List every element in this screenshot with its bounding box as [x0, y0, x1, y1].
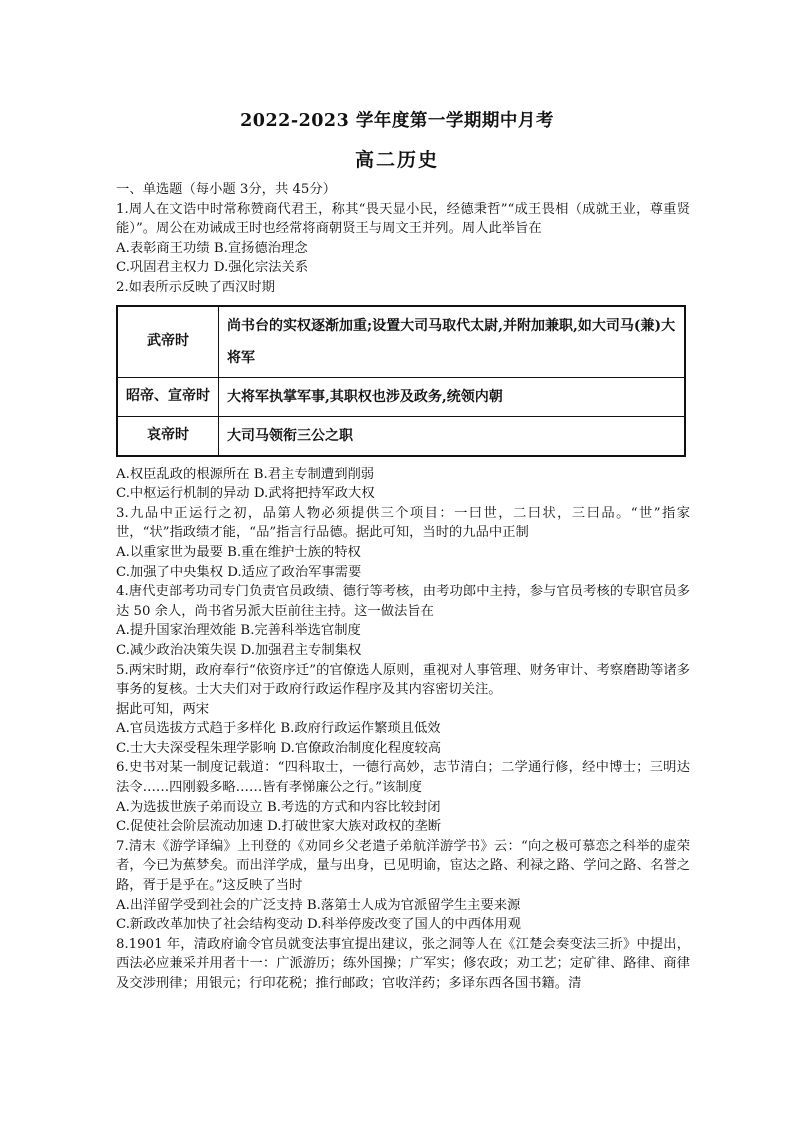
- question-5-options-row1: A.官员选拔方式趋于多样化 B.政府行政运作繁琐且低效: [116, 721, 441, 737]
- question-4-stem: 4.唐代吏部考功司专门负责官员政绩、德行等考核，由考功郎中主持，参与官员考核的专职官员多达 50 余人，尚书省另派大臣前往主持。这一做法旨在: [116, 584, 690, 619]
- question-3-stem: 3.九品中正运行之初，品第人物必须提供三个项目：一曰世，二曰状，三曰品。“世”指家世，“状”指政绩才能，“品”指言行品德。据此可知，当时的九品中正制: [116, 505, 690, 541]
- question-2-options-row2: C.中枢运行机制的异动 D.武将把持军政大权: [116, 486, 375, 502]
- question-8-stem: 8.1901 年，清政府谕令官员就变法事宜提出建议，张之洞等人在《江楚会奏变法三折》中提出，西法必应兼采并用者十一：广派游历；练外国操；广军实；修农政；劝工艺；定矿律、路律、商律及交涉刑律；用银元；行印花税；推行邮政；官收洋药；多译东西各国书籍。清: [116, 936, 690, 991]
- question-1-options-row2: C.巩固君主权力 D.强化宗法关系: [116, 260, 309, 276]
- question-7-stem: 7.清末《游学译编》上刊登的《劝同乡父老遣子弟航洋游学书》云：“向之极可慕恋之科举的虚荣者，今已为蕉梦矣。而出洋学成，量与出身，已见明谕，宦达之路、利禄之路、学问之路、名誉之路，胥于是乎在。”这反映了当时: [116, 838, 690, 894]
- question-2-options-row1: A.权臣乱政的根源所在 B.君主专制遭到削弱: [116, 466, 375, 482]
- table-row: [117, 306, 685, 378]
- question-2-stem: 2.如表所示反映了西汉时期: [116, 279, 275, 295]
- table-cell-era: 武帝时: [117, 306, 219, 378]
- question-list: [116, 180, 690, 994]
- question-5-stem-cont: 据此可知，两宋: [116, 701, 210, 717]
- question-7-options-row1: A.出洋留学受到社会的广泛支持 B.落第士人成为官派留学生主要来源: [116, 897, 521, 913]
- table-cell-desc: 大将军执掌军事,其职权也涉及政务,统领内朝: [219, 377, 686, 416]
- table-row: [117, 377, 685, 416]
- question-6-stem: 6.史书对某一制度记载道：“四科取士，一德行高妙，志节清白；二学通行修，经中博士；三明达法令……四刚毅多略……皆有孝悌廉公之行。”该制度: [116, 760, 690, 796]
- table-row: [117, 416, 685, 456]
- question-4-options-row1: A.提升国家治理效能 B.完善科举选官制度: [116, 623, 361, 639]
- exam-title: 2022-2023 学年度第一学期期中月考: [240, 111, 554, 131]
- exam-subject: 高二历史: [354, 149, 439, 171]
- question-7-options-row2: C.新政改革加快了社会结构变动 D.科举停废改变了国人的中西体用观: [116, 917, 521, 933]
- question-3-options-row1: A.以重家世为最要 B.重在维护士族的特权: [116, 544, 361, 560]
- question-6-options-row1: A.为选拔世族子弟而设立 B.考选的方式和内容比较封闭: [116, 799, 441, 815]
- question-1-options-row1: A.表彰商王功绩 B.宣扬德治理念: [116, 240, 308, 256]
- question-4-options-row2: C.减少政治决策失误 D.加强君主专制集权: [116, 642, 362, 658]
- question-2-table: [116, 305, 686, 457]
- table-cell-era: 昭帝、宣帝时: [117, 377, 219, 416]
- table-cell-desc: 尚书台的实权逐渐加重;设置大司马取代太尉,并附加兼职,如大司马(兼)大将军: [219, 306, 686, 378]
- section-heading: 一、单选题（每小题 3分，共 45分）: [116, 182, 336, 197]
- question-3-options-row2: C.加强了中央集权 D.适应了政治军事需要: [116, 564, 362, 580]
- question-5-options-row2: C.士大夫深受程朱理学影响 D.官僚政治制度化程度较高: [116, 740, 442, 756]
- table-cell-era: 哀帝时: [117, 416, 219, 456]
- question-1-stem: 1.周人在文诰中时常称赞商代君王，称其“畏天显小民，经德秉哲”“成王畏相（成就王业，尊重贤能）”。周公在劝诫成王时也经常将商朝贤王与周文王并列。周人此举旨在: [116, 201, 690, 237]
- question-5-stem: 5.两宋时期，政府奉行“依资序迁”的官僚选人原则，重视对人事管理、财务审计、考察磨勘等诸多事务的复核。士大夫们对于政府行政运作程序及其内容密切关注。: [116, 662, 690, 698]
- table-cell-desc: 大司马领衔三公之职: [219, 416, 686, 456]
- question-6-options-row2: C.促使社会阶层流动加速 D.打破世家大族对政权的垄断: [116, 819, 442, 835]
